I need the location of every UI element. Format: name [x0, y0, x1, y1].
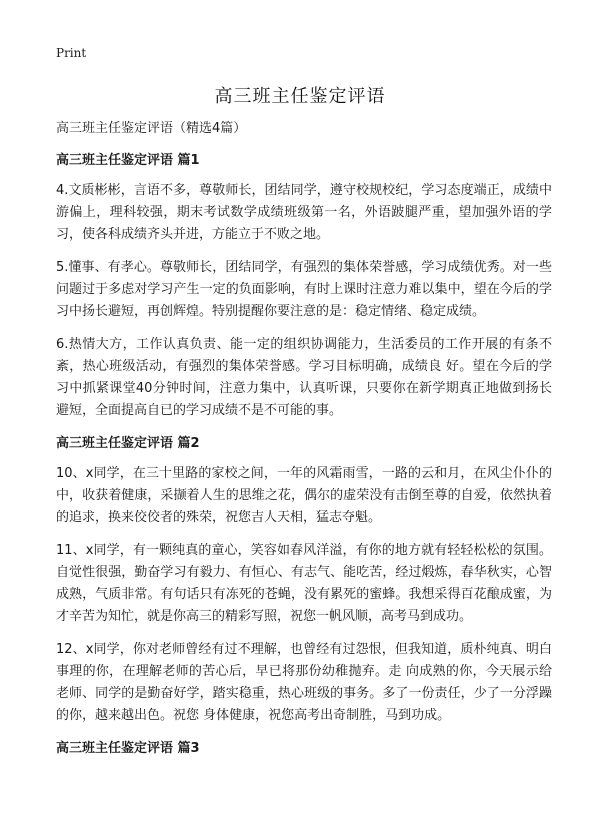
paragraph: 11、x同学，有一颗纯真的童心，笑容如春风洋溢，有你的地方就有轻轻松松的氛围。自觉性很强，勤奋学习有毅力、有恒心、有志气、能吃苦，经过煅炼，春华秋实，心智成熟，气质非常。有句话只有冻死的苍蝇，没有累死的蜜蜂。我想采得百花酿成蜜，为才辛苦为知忙，就是你高三的精彩写照，祝您一帆风顺，高考马到成功。: [56, 543, 552, 624]
print-label: Print: [56, 46, 87, 60]
section-heading-1: 高三班主任鉴定评语 篇1: [56, 153, 200, 168]
document-subtitle: 高三班主任鉴定评语（精选4篇）: [56, 121, 247, 136]
paragraph: 12、x同学，你对老师曾经有过不理解，也曾经有过怨恨，但我知道，质朴纯真、明白事理的你，在理解老师的苦心后，早已将那份幼稚抛弃。走 向成熟的你，今天展示给老师、同学的是勤奋好学，踏实稳重，热心班级的事务。多了一份责任，少了一分浮躁的你，越来越出色。祝您 身体健康，祝您高考出奇制胜，马到功成。: [56, 642, 552, 723]
paragraph: 6.热情大方，工作认真负责、能一定的组织协调能力，生活委员的工作开展的有条不紊，热心班级活动，有强烈的集体荣誉感。学习目标明确，成绩良 好。望在今后的学习中抓紧课堂40分钟时间，注意力集中，认真听课，只要你在新学期真正地做到扬长避短，全面提高自已的学习成绩不是不可能的事。: [56, 337, 552, 418]
paragraph: 5.懂事、有孝心。尊敬师长，团结同学，有强烈的集体荣誉感，学习成绩优秀。对一些问题过于多虑对学习产生一定的负面影响，有时上课时注意力难以集中，望在今后的学习中扬长避短，再创辉煌。特别提醒你要注意的是：稳定情绪、稳定成绩。: [56, 260, 552, 319]
paragraph: 10、x同学，在三十里路的家校之间，一年的风霜雨雪，一路的云和月，在风尘仆仆的中，收获着健康，采撷着人生的思维之花，偶尔的虚荣没有击倒至尊的自爱，依然执着的追求，换来佼佼者的殊荣，祝您吉人天相，猛志夺魁。: [56, 466, 552, 525]
page-title: 高三班主任鉴定评语: [214, 86, 386, 107]
paragraph: 4.文质彬彬，言语不多，尊敬师长，团结同学，遵守校规校纪，学习态度端正，成绩中游偏上，理科较强，期末考试数学成绩班级第一名，外语跛腿严重，望加强外语的学习，使各科成绩齐头并进，方能立于不败之地。: [56, 183, 552, 242]
section-heading-2: 高三班主任鉴定评语 篇2: [56, 436, 200, 451]
section-heading-3: 高三班主任鉴定评语 篇3: [56, 741, 200, 756]
document-body: [56, 118, 552, 768]
